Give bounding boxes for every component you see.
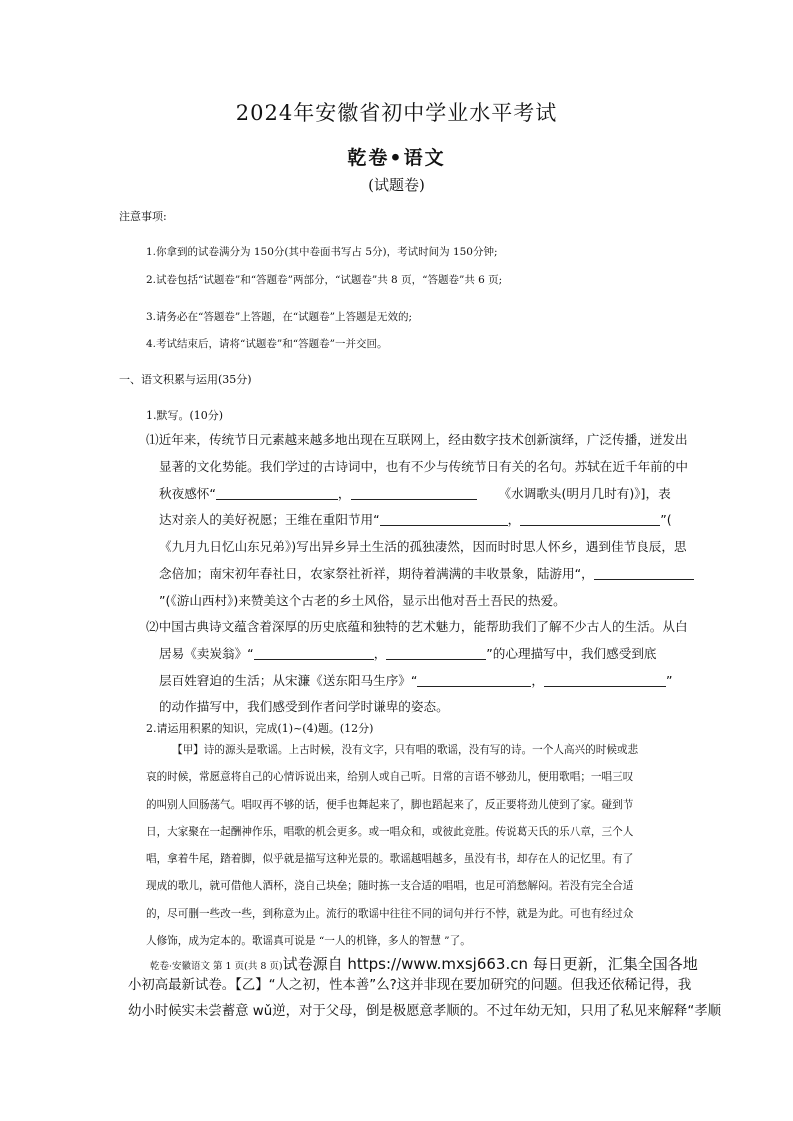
text-fragment: ” <box>666 672 673 688</box>
note-item: 2.试卷包括“试题卷”和“答题卷”两部分，“试题卷”共 8 页，“答题卷”共 6 页; <box>146 274 503 286</box>
answer-blank[interactable] <box>216 485 338 500</box>
text-line: 显著的文化势能。我们学过的古诗词中，也有不少与传统节日有关的名句。苏轼在近千年前的中 <box>159 458 688 474</box>
passage-line: 幼小时候实未尝蓄意 wǔ逆，对于父母，倒是极愿意孝顺的。不过年幼无知，只用了私见来解释“孝顺 <box>128 1004 722 1019</box>
exam-subtitle: 乾卷•语文 <box>347 147 446 169</box>
text-fragment: ”( <box>660 512 672 528</box>
text-fragment: 念倍加；南宋初年春社日，农家祭社祈祥，期待着满满的丰收景象，陆游用“， <box>159 565 594 581</box>
answer-blank[interactable] <box>380 511 508 526</box>
answer-blank[interactable] <box>417 672 531 687</box>
text-fragment: 居易《卖炭翁》“ <box>159 645 254 661</box>
passage-line: 哀的时候，常愿意将自己的心情诉说出来，给别人或自己听。日常的言语不够劲儿，便用歌唱；一唱三叹 <box>146 771 634 784</box>
text-fragment: 达对亲人的美好祝愿；王维在重阳节用“ <box>159 512 380 528</box>
passage-line: 【甲】诗的源头是歌谣。上古时候，没有文字，只有唱的歌谣，没有写的诗。一个人高兴的时候或悲 <box>172 744 639 756</box>
answer-blank[interactable] <box>520 511 660 526</box>
section-heading: 一、语文积累与运用(35分) <box>119 373 252 386</box>
text-line <box>146 668 686 695</box>
text-line: ⑴近年来，传统节日元素越来越多地出现在互联网上，经由数字技术创新演绎，广泛传播，迸发出 <box>146 432 688 447</box>
passage-b <box>128 973 722 1025</box>
text-line: 的动作描写中，我们感受到作者问学时谦卑的姿态。 <box>159 699 449 715</box>
text-fragment: ， <box>531 672 544 688</box>
passage-line: 现成的歌儿，就可借他人酒杯，浇自己块垒；随时拣一支合适的唱唱，也足可消愁解闷。若没有完全合适 <box>146 880 634 893</box>
page-number: 乾卷·安徽语文 第 1 页(共 8 页) <box>150 961 283 972</box>
text-fragment: 《水调歌头(明月几时有)》]，表 <box>498 485 671 501</box>
source-notice: 试卷源自 https://www.mxsj663.cn 每日更新，汇集全国各地 <box>282 955 698 973</box>
question-1-label: 1.默写。(10分) <box>146 409 224 422</box>
answer-blank[interactable] <box>254 645 374 660</box>
page-footer <box>150 953 698 974</box>
text-fragment: ”的心理描写中，我们感受到底 <box>486 645 657 661</box>
notes-heading: 注意事项: <box>119 210 167 223</box>
passage-line: 日，大家聚在一起酬神作乐，唱歌的机会更多。或一唱众和，或彼此竞胜。传说葛天氏的乐八章，三个人 <box>146 825 634 838</box>
question-1-part-1 <box>146 427 686 615</box>
text-line <box>146 561 686 588</box>
exam-paper-type: (试题卷) <box>368 176 425 194</box>
text-line: 《九月九日忆山东兄弟》)写出异乡异土生活的孤独凄然，因而时时思人怀乡，遇到佳节良辰，思 <box>159 539 687 555</box>
answer-blank[interactable] <box>351 485 477 500</box>
text-line <box>146 481 686 508</box>
exam-title: 2024年安徽省初中学业水平考试 <box>235 101 558 125</box>
passage-line: 人修饰，成为定本的。歌谣真可说是 “一人的机锋，多人的智慧 ”了。 <box>146 935 471 948</box>
answer-blank[interactable] <box>594 565 694 580</box>
text-fragment: ， <box>373 645 387 661</box>
note-item: 4.考试结束后，请将“试题卷”和“答题卷”一并交回。 <box>146 338 388 350</box>
passage-line: 的叫别人回肠荡气。唱叹再不够的话，便手也舞起来了，脚也蹈起来了，反正要将劲儿使到了家。碰到节 <box>146 798 634 811</box>
passage-line: 的，尽可删一些改一些，到称意为止。流行的歌谣中往往不同的词句并行不悖，就是为此。可也有经过众 <box>146 907 634 920</box>
answer-blank[interactable] <box>544 672 666 687</box>
text-fragment: ， <box>507 512 521 528</box>
text-fragment: 秋夜感怀“ <box>159 485 216 501</box>
text-line: ”(《游山西村》)来赞美这个古老的乡土风俗，显示出他对吾土吾民的热爱。 <box>159 592 566 608</box>
question-2-label: 2.请运用积累的知识，完成(1)~(4)题。(12分) <box>146 722 374 735</box>
text-line <box>146 507 686 534</box>
question-1-part-2 <box>146 614 686 721</box>
answer-blank[interactable] <box>386 645 486 660</box>
text-line <box>146 641 686 668</box>
note-item: 1.你拿到的试卷满分为 150分(其中卷面书写占 5分)，考试时间为 150分钟; <box>146 246 498 258</box>
note-item: 3.请务必在“答题卷”上答题，在“试题卷”上答题是无效的; <box>146 311 413 323</box>
passage-line: 唱，拿着牛尾，踏着脚，似乎就是描写这种光景的。歌谣越唱越多，虽没有书，却存在人的记忆里。有了 <box>146 853 634 866</box>
text-fragment: 层百姓窘迫的生活；从宋濂《送东阳马生序》“ <box>159 672 418 688</box>
passage-line: 小初高最新试卷。【乙】“人之初，性本善”么?这并非现在要加研究的问题。但我还依稀记得，我 <box>128 978 692 993</box>
text-fragment: ， <box>337 485 351 501</box>
text-line: ⑵中国古典诗文蕴含着深厚的历史底蕴和独特的艺术魅力，能帮助我们了解不少古人的生活。从白 <box>146 619 688 634</box>
passage-a <box>146 737 682 955</box>
